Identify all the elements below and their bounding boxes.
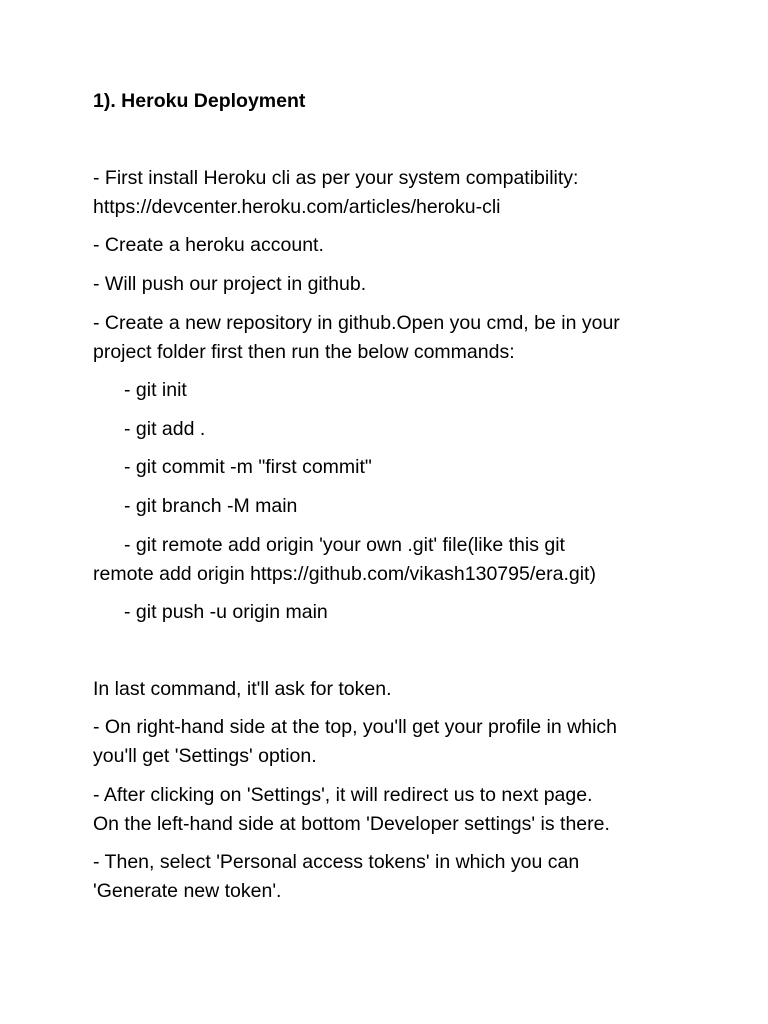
- step-push: - Will push our project in github.: [93, 273, 367, 295]
- step-install-line1: - First install Heroku cli as per your system compatibility:: [93, 167, 579, 189]
- document-heading: 1). Heroku Deployment: [93, 90, 306, 112]
- command-git-init: - git init: [124, 379, 187, 401]
- step-repo-line1: - Create a new repository in github.Open you cmd, be in your: [93, 312, 620, 334]
- token-profile-line2: you'll get 'Settings' option.: [93, 745, 317, 767]
- command-git-remote-line2: remote add origin https://github.com/vikash130795/era.git): [93, 563, 596, 585]
- token-profile-line1: - On right-hand side at the top, you'll get your profile in which: [93, 716, 618, 738]
- token-settings-line1: - After clicking on 'Settings', it will redirect us to next page.: [93, 784, 593, 806]
- token-settings-line2: On the left-hand side at bottom 'Developer settings' is there.: [93, 813, 610, 835]
- step-repo-line2: project folder first then run the below commands:: [93, 341, 515, 363]
- command-git-commit: - git commit -m "first commit": [124, 456, 372, 478]
- command-git-push: - git push -u origin main: [124, 601, 328, 623]
- step-install-url: https://devcenter.heroku.com/articles/heroku-cli: [93, 196, 501, 218]
- step-account: - Create a heroku account.: [93, 234, 324, 256]
- command-git-add: - git add .: [124, 418, 206, 440]
- token-intro: In last command, it'll ask for token.: [93, 678, 392, 700]
- command-git-branch: - git branch -M main: [124, 495, 298, 517]
- token-generate-line1: - Then, select 'Personal access tokens' in which you can: [93, 851, 580, 873]
- token-generate-line2: 'Generate new token'.: [93, 880, 282, 902]
- command-git-remote-line1: - git remote add origin 'your own .git' file(like this git: [124, 534, 565, 556]
